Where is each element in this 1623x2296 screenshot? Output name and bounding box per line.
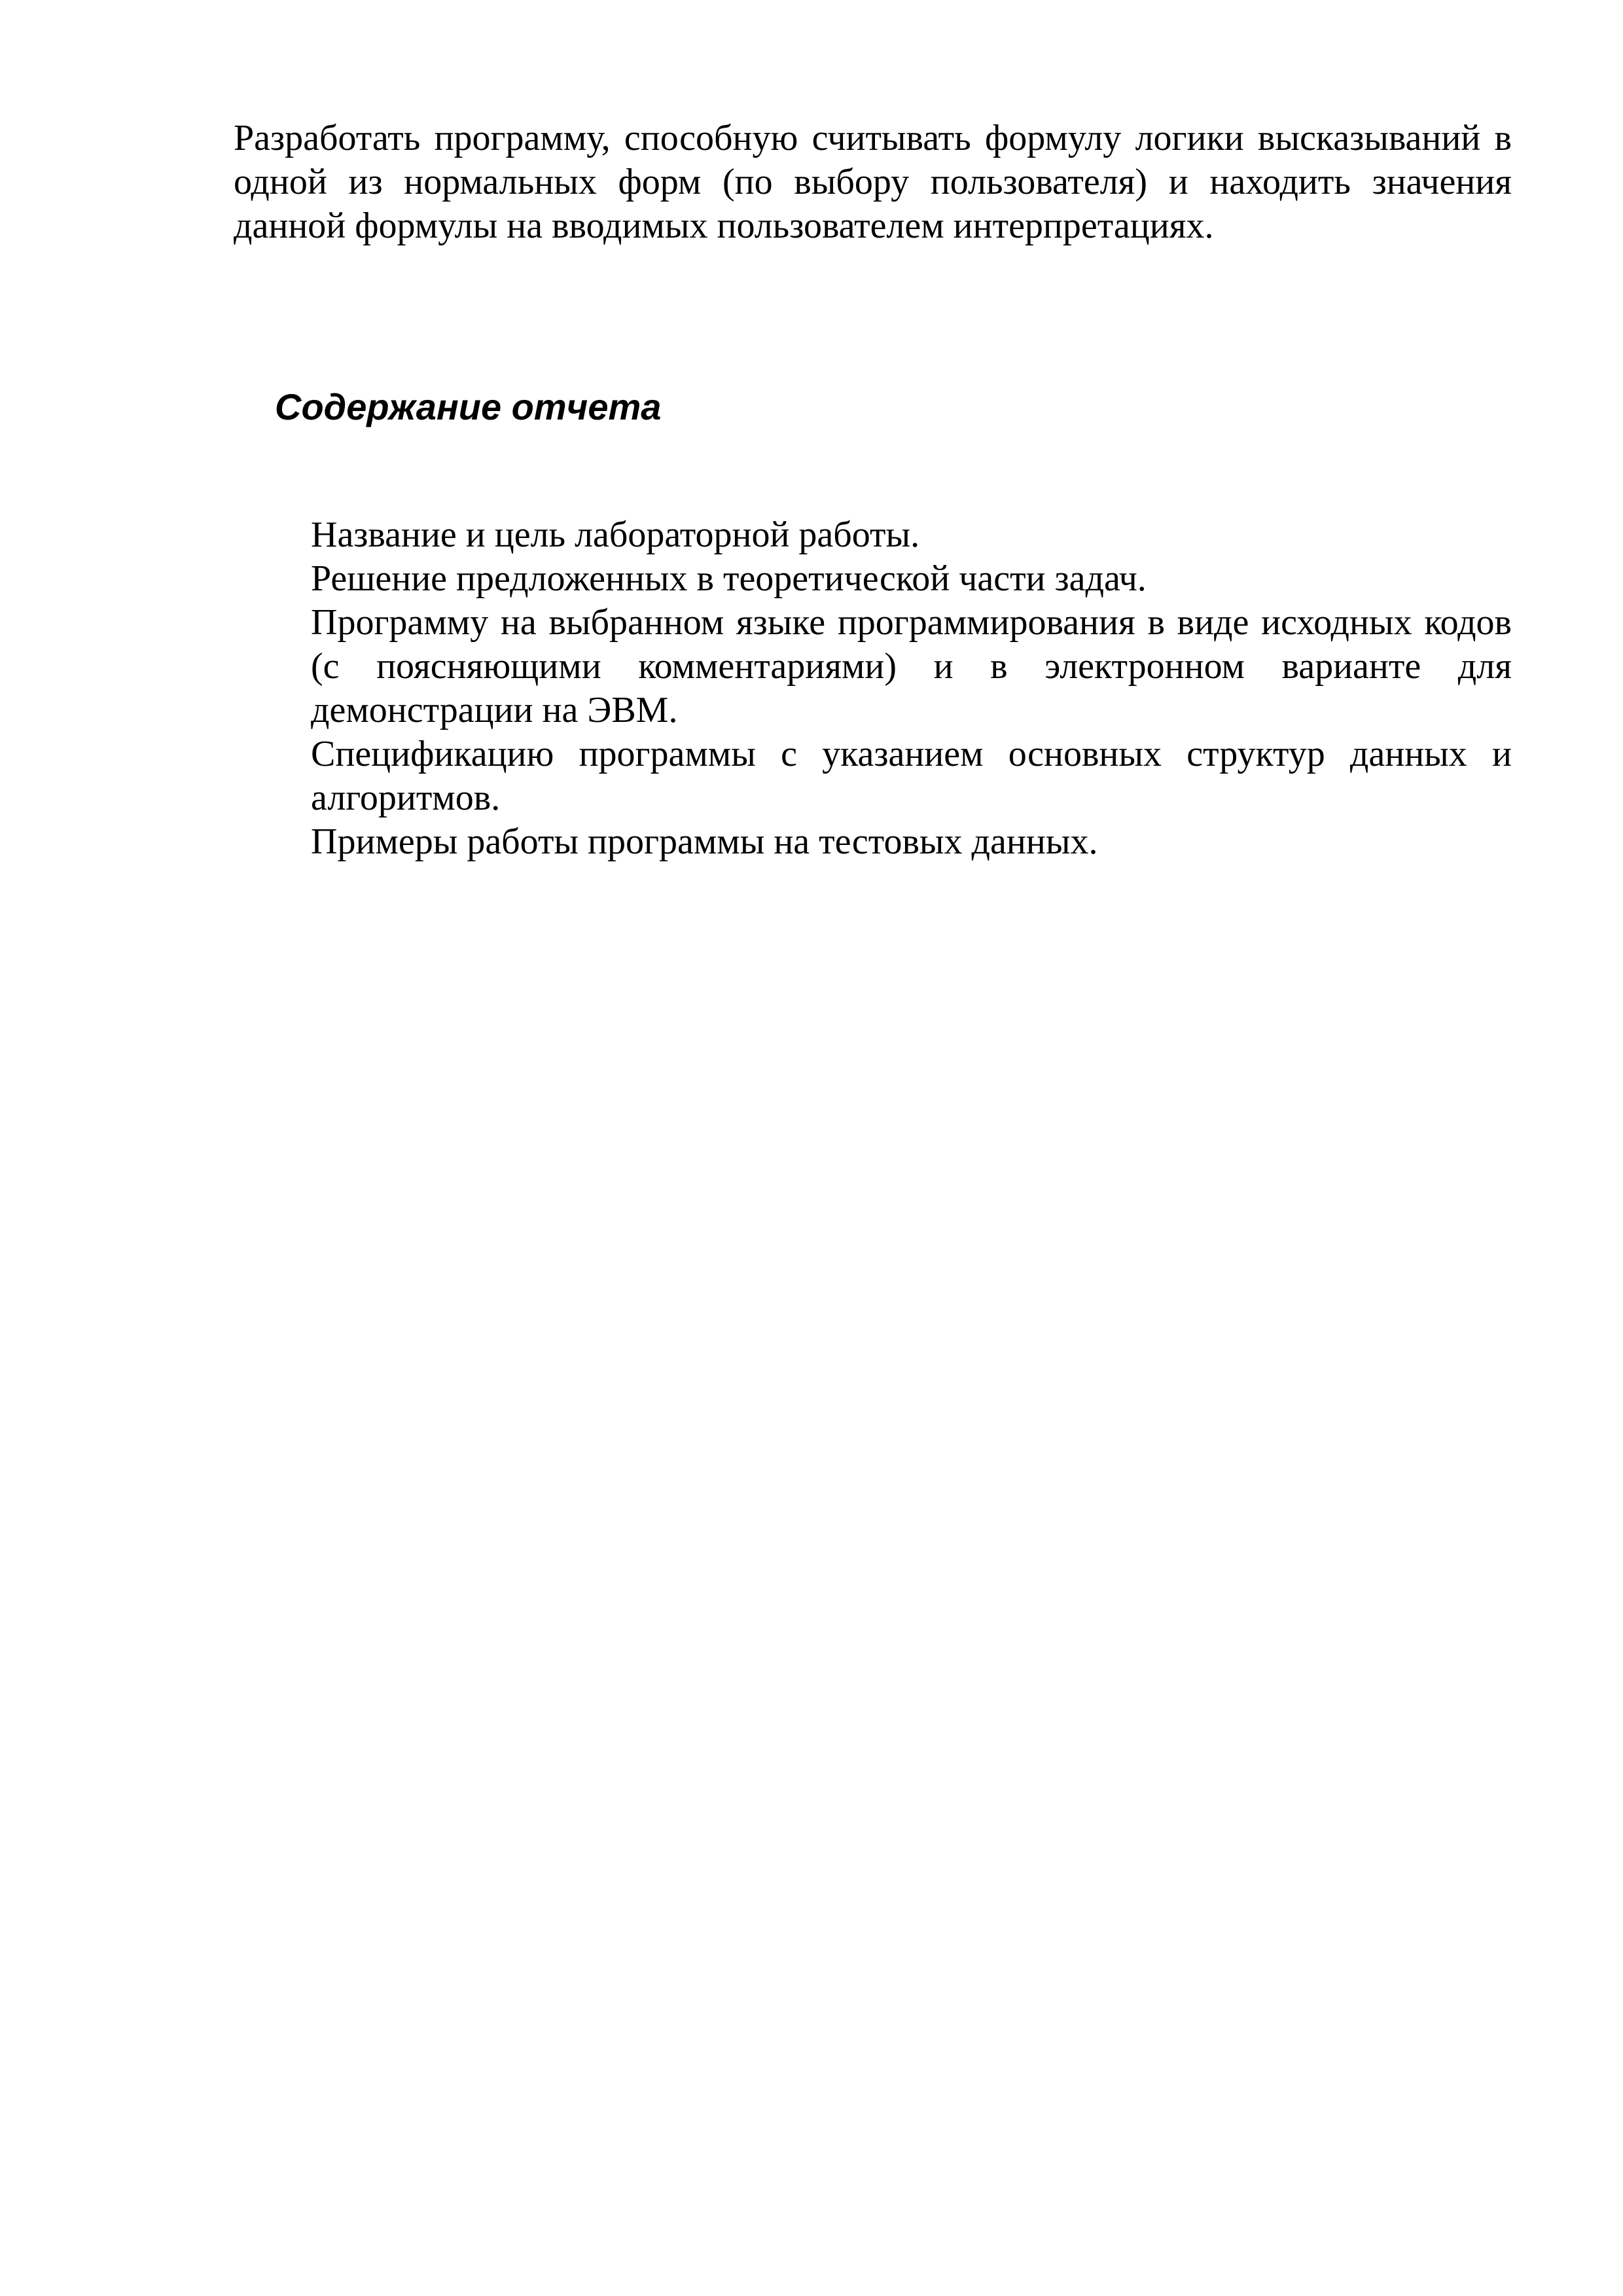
list-item: Программу на выбранном языке программирования в виде исходных кодов (с поясняющими комментариями) и в электронном варианте для демонстрации на ЭВМ. <box>311 602 1512 730</box>
report-contents-list <box>311 513 1512 864</box>
list-item: Решение предложенных в теоретической части задач. <box>311 558 1147 599</box>
section-heading: Содержание отчета <box>275 386 662 427</box>
intro-paragraph: Разработать программу, способную считывать формулу логики высказываний в одной из нормальных форм (по выбору пользователя) и находить значения данной формулы на вводимых пользователем интерпретациях. <box>234 118 1512 246</box>
list-item: Примеры работы программы на тестовых данных. <box>311 821 1098 862</box>
list-item: Спецификацию программы с указанием основных структур данных и алгоритмов. <box>311 734 1512 818</box>
list-item: Название и цель лабораторной работы. <box>311 514 920 555</box>
